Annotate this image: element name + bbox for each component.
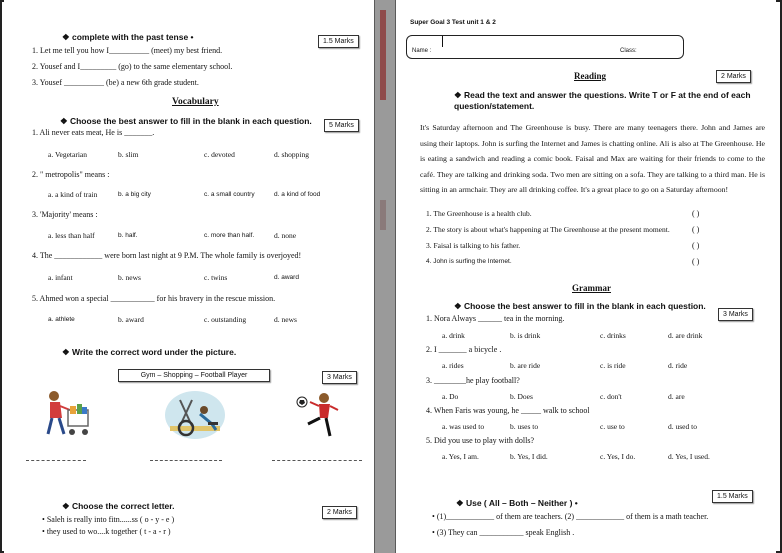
grammar-option[interactable]: d. ride (668, 361, 688, 370)
grammar-option[interactable]: a. was used to (442, 422, 485, 431)
vocab-option[interactable]: a. less than half (48, 231, 95, 240)
vocab-option[interactable]: c. twins (204, 273, 228, 282)
vocab-option[interactable]: b. award (118, 315, 144, 324)
past-tense-item: 2. Yousef and I_________ (go) to the same elementary school. (32, 62, 233, 71)
grammar-option[interactable]: c. don't (600, 392, 622, 401)
word-box: Gym – Shopping – Football Player (118, 369, 270, 382)
left-page (4, 0, 374, 553)
grammar-question: 5. Did you use to play with dolls? (426, 436, 534, 445)
answer-line-1[interactable] (26, 460, 86, 461)
use-item: • (3) They can ___________ speak English . (432, 528, 575, 537)
answer-line-3[interactable] (272, 460, 362, 461)
vocab-option[interactable]: a. a kind of train (48, 190, 98, 199)
vocab-option[interactable]: c. outstanding (204, 315, 247, 324)
reading-statement: 3. Faisal is talking to his father. (426, 241, 521, 250)
vocab-option[interactable]: b. half. (118, 232, 138, 239)
grammar-question: 4. When Faris was young, he _____ walk to school (426, 406, 590, 415)
vocab-option[interactable]: c. devoted (204, 150, 235, 159)
letters-item: • they used to wo....k together ( t - a - r ) (42, 527, 171, 536)
letters-item-text: Saleh is really into fitn......ss ( o - y - e ) (46, 515, 175, 524)
reading-statement: 2. The story is about what's happening at The Greenhouse at the present moment. (426, 225, 670, 234)
answer-parens[interactable]: ( ) (692, 225, 700, 234)
scroll-marker (380, 10, 386, 100)
answer-parens[interactable]: ( ) (692, 241, 700, 250)
vocabulary-marks: 5 Marks (324, 119, 359, 132)
vocab-option[interactable]: d. a kind of food (274, 191, 321, 198)
grammar-question: 2. I _______ a bicycle . (426, 345, 502, 354)
test-title: Super Goal 3 Test unit 1 & 2 (410, 19, 496, 26)
letters-marks: 2 Marks (322, 506, 357, 519)
use-item-text: (3) They can ___________ speak English . (436, 528, 575, 537)
reading-passage: It's Saturday afternoon and The Greenhouse is busy. There are many teenagers there. John and James are using their laptops. John is surfing the Internet and James is chatting online. Ali is also at The Greenhouse. He is eating a sandwich and reading a comic book. Faisal and Max are waiting for their friends to come to the café. They are talking and drinking soda. Two men are sitting on a sofa. They are talking to a third man. He is sitting in an armchair. They are all drinking coffee. It's a great place to go on a Saturday afternoon! (420, 123, 765, 194)
past-tense-item: 3. Yousef __________ (be) a new 6th grade student. (32, 78, 199, 87)
vocabulary-instruction: ❖ Choose the best answer to fill in the blank in each question. (60, 116, 312, 126)
letters-instruction: ❖ Choose the correct letter. (62, 501, 175, 511)
scroll-marker (380, 200, 386, 230)
grammar-heading: Grammar (572, 283, 611, 293)
grammar-option[interactable]: c. drinks (600, 331, 626, 340)
answer-line-2[interactable] (150, 460, 222, 461)
grammar-option[interactable]: b. is drink (510, 331, 541, 340)
use-instruction: ❖ Use ( All – Both – Neither ) • (456, 498, 578, 508)
answer-parens[interactable]: ( ) (692, 209, 700, 218)
grammar-marks: 3 Marks (718, 308, 753, 321)
grammar-option[interactable]: a. Yes, I am. (442, 452, 479, 461)
vocab-option[interactable]: d. shopping (274, 150, 310, 159)
vocab-option[interactable]: a. infant (48, 273, 73, 282)
answer-parens[interactable]: ( ) (692, 257, 700, 266)
grammar-question: 1. Nora Always ______ tea in the morning. (426, 314, 565, 323)
vocab-question: 2. " metropolis" means : (32, 170, 110, 179)
vocab-option[interactable]: c. more than half. (204, 232, 255, 239)
grammar-option[interactable]: d. used to (668, 422, 697, 431)
name-label: Name : (412, 48, 432, 54)
vocab-option[interactable]: b. news (118, 273, 141, 282)
letters-item-text: they used to wo....k together ( t - a - r ) (46, 527, 171, 536)
grammar-option[interactable]: c. use to (600, 422, 625, 431)
vocab-option[interactable]: a. athlete (48, 316, 75, 323)
use-marks: 1.5 Marks (712, 490, 753, 503)
grammar-option[interactable]: b. uses to (510, 422, 539, 431)
grammar-instruction: ❖ Choose the best answer to fill in the blank in each question. (454, 301, 706, 311)
right-page (396, 0, 776, 553)
vocab-option[interactable]: d. none (274, 231, 297, 240)
vocab-option[interactable]: b. a big city (118, 191, 151, 198)
grammar-option[interactable]: d. are drink (668, 331, 703, 340)
vocab-option[interactable]: a. Vegetarian (48, 150, 88, 159)
vocabulary-heading: Vocabulary (172, 97, 219, 107)
grammar-option[interactable]: d. Yes, I used. (668, 452, 710, 461)
grammar-option[interactable]: a. rides (442, 361, 464, 370)
grammar-option[interactable]: c. Yes, I do. (600, 452, 636, 461)
class-label: Class: (620, 48, 637, 54)
vocab-question: 3. 'Majority' means : (32, 210, 98, 219)
use-item: • (1)____________ of them are teachers. (2) ____________ of them is a math teacher. (432, 512, 709, 521)
vocab-question: 4. The ____________ were born last night at 9 P.M. The whole family is overjoyed! (32, 251, 302, 260)
gym-picture (164, 390, 226, 440)
picture-instruction: ❖ Write the correct word under the picture. (62, 347, 237, 357)
reading-instruction: ❖ Read the text and answer the questions. Write T or F at the end of each question/statement. (454, 90, 751, 111)
grammar-option[interactable]: b. are ride (510, 361, 541, 370)
past-tense-item: 1. Let me tell you how I__________ (meet) my best friend. (32, 46, 223, 55)
text-cursor (442, 36, 443, 47)
use-item-text: (1)____________ of them are teachers. (2) ____________ of them is a math teacher. (436, 512, 709, 521)
letters-item: • Saleh is really into fitn......ss ( o - y - e ) (42, 515, 175, 524)
picture-marks: 3 Marks (322, 371, 357, 384)
reading-statement: 4. John is surfing the Internet. (426, 258, 512, 265)
grammar-option[interactable]: a. drink (442, 331, 465, 340)
football-player-picture (292, 390, 342, 440)
grammar-option[interactable]: a. Do (442, 392, 459, 401)
vocab-option[interactable]: b. slim (118, 150, 139, 159)
grammar-option[interactable]: d. are (668, 392, 685, 401)
vocab-question: 5. Ahmed won a special ___________ for his bravery in the rescue mission. (32, 294, 276, 303)
vocab-question: 1. Ali never eats meat, He is _______. (32, 128, 155, 137)
reading-heading: Reading (574, 71, 607, 81)
vocab-option[interactable]: d. news (274, 315, 297, 324)
grammar-option[interactable]: b. Does (510, 392, 533, 401)
reading-statement: 1. The Greenhouse is a health club. (426, 209, 532, 218)
vocab-option[interactable]: c. a small country (204, 191, 255, 198)
past-tense-marks: 1.5 Marks (318, 35, 359, 48)
shopping-picture (40, 388, 96, 440)
reading-marks: 2 Marks (716, 70, 751, 83)
name-class-box (406, 35, 684, 59)
grammar-question: 3. ________he play football? (426, 376, 520, 385)
past-tense-title: ❖ complete with the past tense • (62, 32, 194, 42)
grammar-option[interactable]: b. Yes, I did. (510, 452, 548, 461)
grammar-option[interactable]: c. is ride (600, 361, 626, 370)
vocab-option[interactable]: d. award (274, 274, 299, 281)
